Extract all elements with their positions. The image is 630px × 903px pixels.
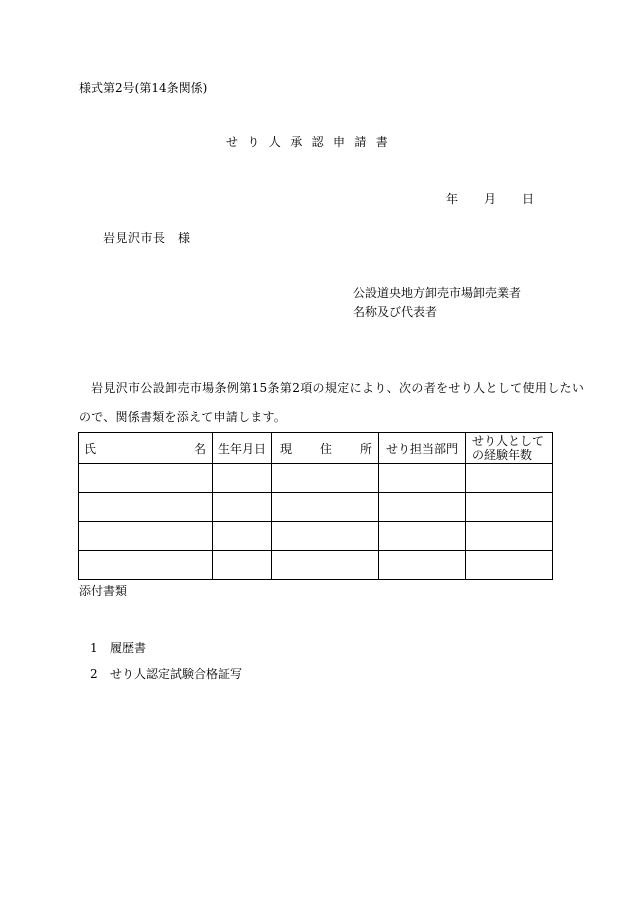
body-text-line-1: 岩見沢市公設卸売市場条例第15条第2項の規定により、次の者をせり人として使用したい [91, 381, 585, 395]
table-row [79, 522, 553, 551]
cell-address[interactable] [272, 551, 379, 580]
table-row [79, 551, 553, 580]
cell-address[interactable] [272, 464, 379, 493]
cell-department[interactable] [379, 522, 466, 551]
cell-name[interactable] [79, 551, 213, 580]
body-text-line-2: ので、関係書類を添えて申請します。 [79, 410, 287, 424]
table-header-row [79, 433, 553, 464]
cell-name[interactable] [79, 522, 213, 551]
applicant-line-2: 名称及び代表者 [353, 305, 438, 319]
attachment-item-label: 履歴書 [110, 641, 147, 655]
header-experience-line-1: せり人として [472, 434, 545, 448]
attachment-item-label: せり人認定試験合格証写 [110, 667, 243, 681]
header-name [79, 433, 213, 464]
cell-department[interactable] [379, 464, 466, 493]
applicant-table [78, 432, 553, 580]
date-year: 年 [446, 192, 459, 206]
cell-address[interactable] [272, 522, 379, 551]
date-month: 月 [484, 192, 497, 206]
cell-birthdate[interactable] [213, 551, 272, 580]
cell-experience[interactable] [466, 522, 553, 551]
header-address-c: 所 [359, 441, 372, 456]
cell-name[interactable] [79, 464, 213, 493]
cell-name[interactable] [79, 493, 213, 522]
cell-experience[interactable] [466, 551, 553, 580]
attachment-item-number: 2 [90, 667, 98, 681]
cell-department[interactable] [379, 493, 466, 522]
header-experience [466, 433, 553, 464]
cell-birthdate[interactable] [213, 464, 272, 493]
cell-birthdate[interactable] [213, 522, 272, 551]
header-name-a: 氏 [84, 441, 97, 456]
applicant-line-1: 公設道央地方卸売市場卸売業者 [353, 286, 522, 300]
table-row [79, 464, 553, 493]
date-day: 日 [522, 192, 535, 206]
attachment-item-number: 1 [90, 641, 98, 655]
attachment-item [90, 642, 146, 654]
header-address [272, 433, 379, 464]
header-birthdate: 生年月日 [213, 433, 272, 464]
header-address-a: 現 [280, 441, 293, 456]
attachment-item [90, 668, 242, 680]
table-row [79, 493, 553, 522]
document-title: せり人承認申請書 [226, 135, 398, 149]
addressee: 岩見沢市長 様 [103, 231, 191, 245]
header-department: せり担当部門 [379, 433, 466, 464]
date-line [446, 193, 534, 205]
cell-department[interactable] [379, 551, 466, 580]
header-name-b: 名 [193, 441, 206, 456]
attachments-heading: 添付書類 [79, 584, 128, 598]
cell-birthdate[interactable] [213, 493, 272, 522]
cell-experience[interactable] [466, 464, 553, 493]
header-experience-line-2: の経験年数 [472, 448, 533, 462]
form-number: 様式第2号(第14条関係) [79, 81, 208, 95]
header-address-b: 住 [319, 441, 332, 456]
cell-address[interactable] [272, 493, 379, 522]
cell-experience[interactable] [466, 493, 553, 522]
